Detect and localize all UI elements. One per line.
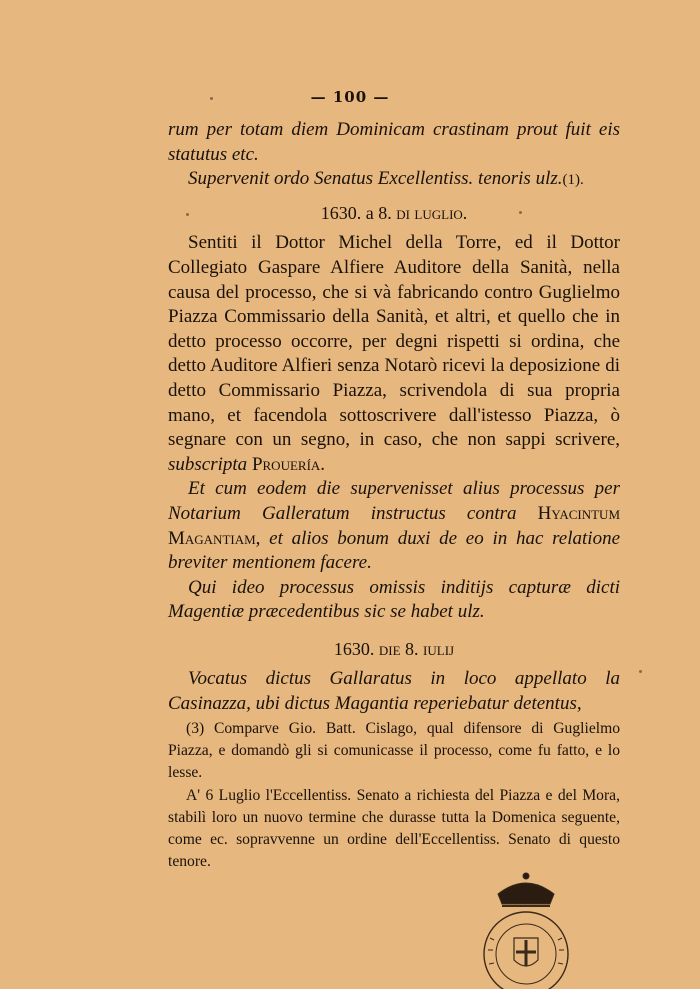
paragraph-second-process [168,477,620,575]
signature-name: Prouería. [251,453,326,475]
footnote-2: A' 6 Luglio l'Eccellentiss. Senato a richiesta del Piazza e del Mora, stabilì loro un nuovo termine che durasse tutta la Domenica seguente, come ec. sopravvenne un ordine dell'Eccellentiss. Senato di questo tenore. [168,786,620,871]
paper-speck [210,97,213,100]
date-heading-1-month: di luglio. [396,202,468,223]
date-heading-2-year: 1630. [333,638,375,659]
paragraph-vocatus: Vocatus dictus Gallaratus in loco appellato la Casinazza, ubi dictus Magantia reperiebatur detentus, [168,668,620,715]
date-heading-2 [168,637,620,662]
footnote-reference: (1). [562,172,584,189]
footnotes [168,718,620,873]
second-process-text-end: et alios bonum duxi de eo in hac relatione breviter mentionem facere. [168,527,621,574]
order-text: Sentiti il Dottor Michel della Torre, ed il Dottor Collegiato Gaspare Alfiere Auditore della Sanità, nella causa del processo, che si và fabricando contro Guglielmo Piazza Commissario della Sanità, et altri, et quello che in detto processo occorre, per degni rispetti si ordina, che detto Auditore Alfieri senza Notarò ricevi la deposizione di detto Commissario Piazza, scrivendola di sua propria mano, et facendola sottoscrivere dall'istesso Piazza, ò segnare con un segno, in caso, che non sappi scrivere, [168,232,620,451]
main-text [168,118,620,717]
date-heading-2-day: die 8. iulij [378,638,455,659]
paper-speck [639,670,642,673]
paragraph-senate-order [168,167,620,193]
person-name: Hyacintum Magantiam, [168,502,621,549]
paragraph-continuation: rum per totam diem Dominicam crastinam prout fuit eis statutus etc. [168,119,620,165]
paragraph-process-intro: Qui ideo processus omissis inditijs capturæ dicti Magentiæ præcedentibus sic se habet ulz. [168,576,620,623]
page-number: — 100 — [310,88,390,106]
date-heading-1-year: 1630. a 8. [320,202,392,223]
paper-speck [186,213,189,216]
subscripta-word: subscripta [168,453,248,475]
senate-order-text: Supervenit ordo Senatus Excellentiss. tenoris ulz. [188,168,563,190]
library-stamp-icon [478,868,574,989]
paragraph-order-text [168,231,620,477]
footnote-1: (3) Comparve Gio. Batt. Cislago, qual difensore di Guglielmo Piazza, e domandò gli si comunicasse il processo, come fu fatto, e lo lesse. [168,720,620,782]
second-process-text: Et cum eodem die supervenisset alius processus per Notarium Galleratum instructus contra [168,478,620,524]
paper-speck [519,211,522,214]
date-heading-1 [168,201,620,226]
